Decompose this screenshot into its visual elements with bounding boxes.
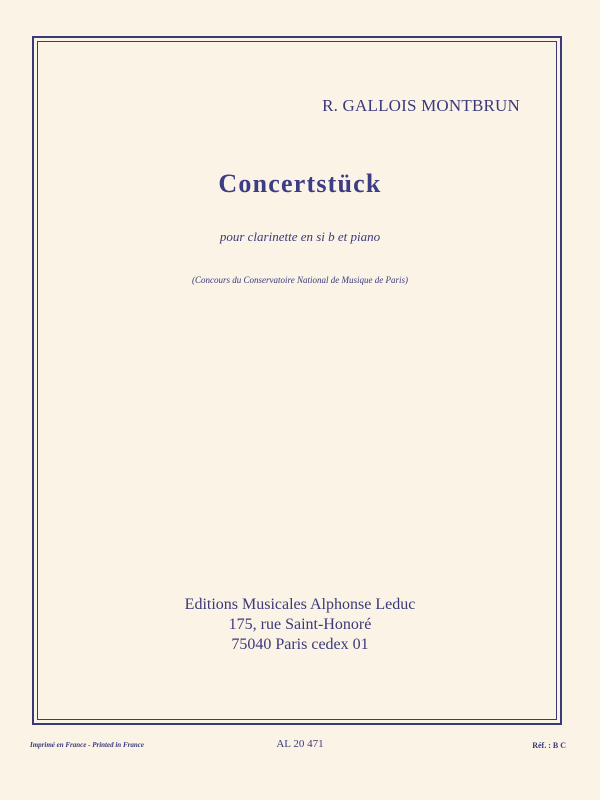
publisher-name: Editions Musicales Alphonse Leduc <box>184 596 416 613</box>
publisher-street: 175, rue Saint-Honoré <box>228 616 372 633</box>
printed-in-notice: Imprimé en France - Printed in France <box>30 741 144 749</box>
work-title: Concertstück <box>218 169 382 198</box>
publisher-city: 75040 Paris cedex 01 <box>231 636 369 653</box>
publisher-block <box>0 595 600 655</box>
reference-code: Réf. : B C <box>532 741 566 750</box>
instrumentation-subtitle: pour clarinette en si b et piano <box>219 229 381 244</box>
catalog-number: AL 20 471 <box>276 738 324 750</box>
composer-name: R. GALLOIS MONTBRUN <box>322 96 520 115</box>
competition-note: (Concours du Conservatoire National de Musique de Paris) <box>192 275 408 285</box>
